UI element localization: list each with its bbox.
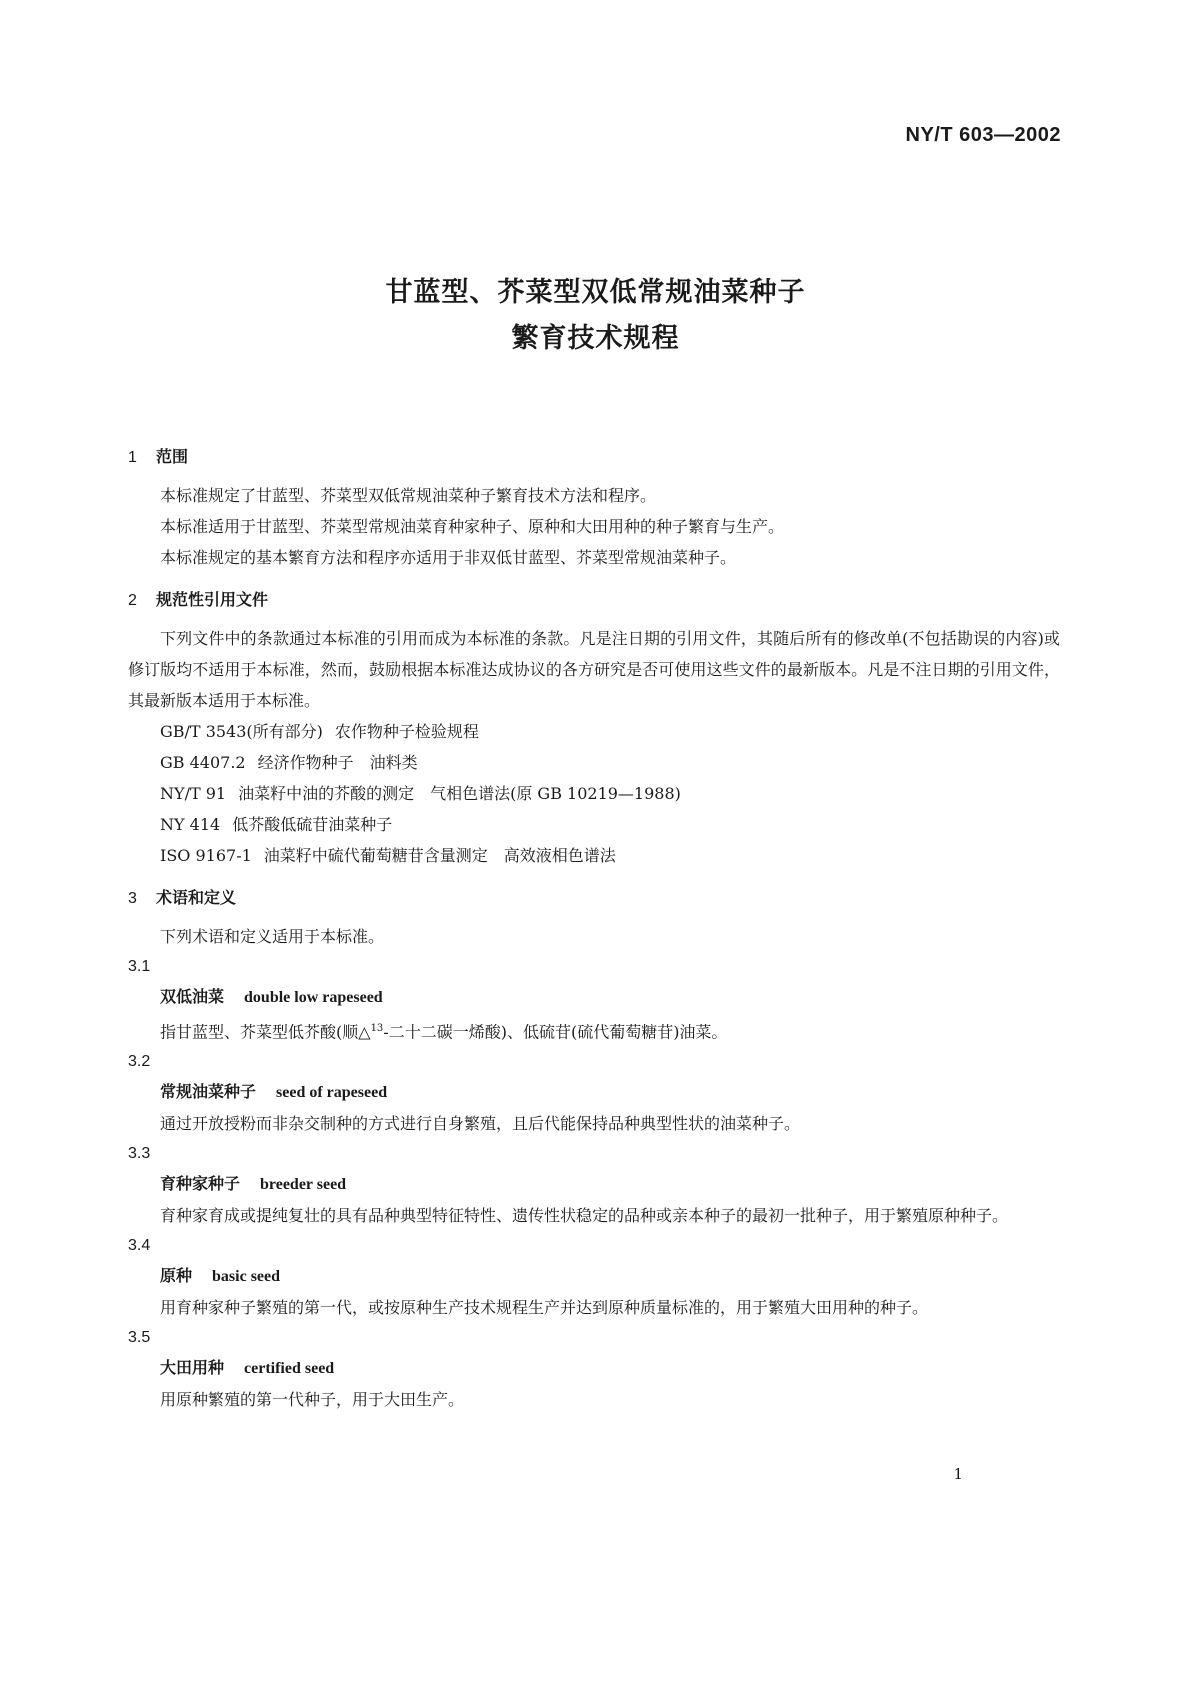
term-cn: 原种 — [160, 1266, 193, 1286]
document-title — [0, 270, 1191, 362]
term-definition — [128, 1013, 1060, 1047]
reference-title: 油菜籽中硫代葡萄糖苷含量测定 高效液相色谱法 — [263, 846, 616, 865]
term-definition: 育种家育成或提纯复壮的具有品种典型特征特性、遗传性状稳定的品种或亲本种子的最初一批种子，用于繁殖原种种子。 — [160, 1206, 1009, 1226]
reference-code: NY/T 91 — [160, 784, 227, 803]
section-title: 范围 — [156, 447, 189, 466]
reference-code: GB/T 3543(所有部分) — [160, 722, 323, 741]
terms-intro: 下列术语和定义适用于本标准。 — [160, 927, 385, 946]
term-number: 3.5 — [128, 1329, 151, 1347]
reference-item — [128, 840, 1060, 871]
page-number: 1 — [953, 1465, 963, 1483]
title-line-2: 繁育技术规程 — [511, 323, 680, 354]
term-en: certified seed — [244, 1360, 335, 1378]
term-number: 3.2 — [128, 1053, 151, 1071]
term-en: breeder seed — [260, 1176, 347, 1194]
section-1-heading — [128, 444, 1060, 470]
term-definition: 通过开放授粉而非杂交制种的方式进行自身繁殖，且后代能保持品种典型性状的油菜种子。 — [160, 1114, 801, 1134]
reference-item — [128, 778, 1060, 809]
term-cn: 育种家种子 — [160, 1174, 241, 1194]
reference-item — [128, 809, 1060, 840]
term-en: seed of rapeseed — [276, 1084, 388, 1102]
section-number: 2 — [128, 592, 137, 609]
term-en: double low rapeseed — [244, 989, 383, 1006]
reference-code: ISO 9167-1 — [160, 846, 252, 865]
reference-title: 农作物种子检验规程 — [334, 722, 479, 741]
reference-item — [128, 716, 1060, 747]
term-cn: 常规油菜种子 — [160, 1082, 257, 1102]
reference-title: 经济作物种子 油料类 — [257, 753, 418, 772]
term-definition: 用原种繁殖的第一代种子，用于大田生产。 — [160, 1390, 465, 1410]
section-number: 1 — [128, 449, 137, 466]
term-heading — [128, 1169, 1060, 1200]
document-body — [128, 444, 1060, 1415]
term-number: 3.1 — [128, 958, 151, 975]
reference-title: 低芥酸低硫苷油菜种子 — [232, 815, 393, 834]
scope-paragraph: 本标准规定的基本繁育方法和程序亦适用于非双低甘蓝型、芥菜型常规油菜种子。 — [160, 548, 737, 567]
scope-paragraph: 本标准规定了甘蓝型、芥菜型双低常规油菜种子繁育技术方法和程序。 — [160, 486, 657, 505]
superscript: 13 — [370, 1023, 384, 1034]
reference-code: NY 414 — [160, 815, 221, 834]
reference-code: GB 4407.2 — [160, 753, 246, 772]
term-heading — [128, 1261, 1060, 1292]
section-title: 术语和定义 — [156, 888, 237, 907]
section-3-heading — [128, 885, 1060, 911]
term-cn: 大田用种 — [160, 1358, 225, 1378]
section-number: 3 — [128, 890, 137, 907]
definition-text: -二十二碳一烯酸)、低硫苷(硫代葡萄糖苷)油菜。 — [383, 1022, 728, 1042]
references-intro: 下列文件中的条款通过本标准的引用而成为本标准的条款。凡是注日期的引用文件，其随后所有的修改单(不包括勘误的内容)或修订版均不适用于本标准，然而，鼓励根据本标准达成协议的各方研究是否可使用这些文件的最新版本。凡是不注日期的引用文件，其最新版本适用于本标准。 — [128, 629, 1060, 710]
standard-number: NY/T 603—2002 — [905, 124, 1061, 146]
term-heading — [128, 982, 1060, 1013]
term-definition: 用育种家种子繁殖的第一代，或按原种生产技术规程生产并达到原种质量标准的，用于繁殖大田用种的种子。 — [160, 1298, 929, 1318]
scope-paragraph: 本标准适用于甘蓝型、芥菜型常规油菜育种家种子、原种和大田用种的种子繁育与生产。 — [160, 517, 785, 536]
term-number: 3.4 — [128, 1237, 151, 1255]
term-number: 3.3 — [128, 1145, 151, 1163]
term-cn: 双低油菜 — [160, 987, 225, 1006]
definition-text: 指甘蓝型、芥菜型低芥酸(顺△ — [160, 1022, 371, 1042]
reference-title: 油菜籽中油的芥酸的测定 气相色谱法(原 GB 10219—1988) — [238, 784, 681, 803]
reference-item — [128, 747, 1060, 778]
term-heading — [128, 1353, 1060, 1384]
title-line-1: 甘蓝型、芥菜型双低常规油菜种子 — [385, 277, 806, 308]
term-en: basic seed — [212, 1268, 281, 1286]
term-heading — [128, 1077, 1060, 1108]
section-title: 规范性引用文件 — [156, 590, 269, 609]
section-2-heading — [128, 587, 1060, 613]
